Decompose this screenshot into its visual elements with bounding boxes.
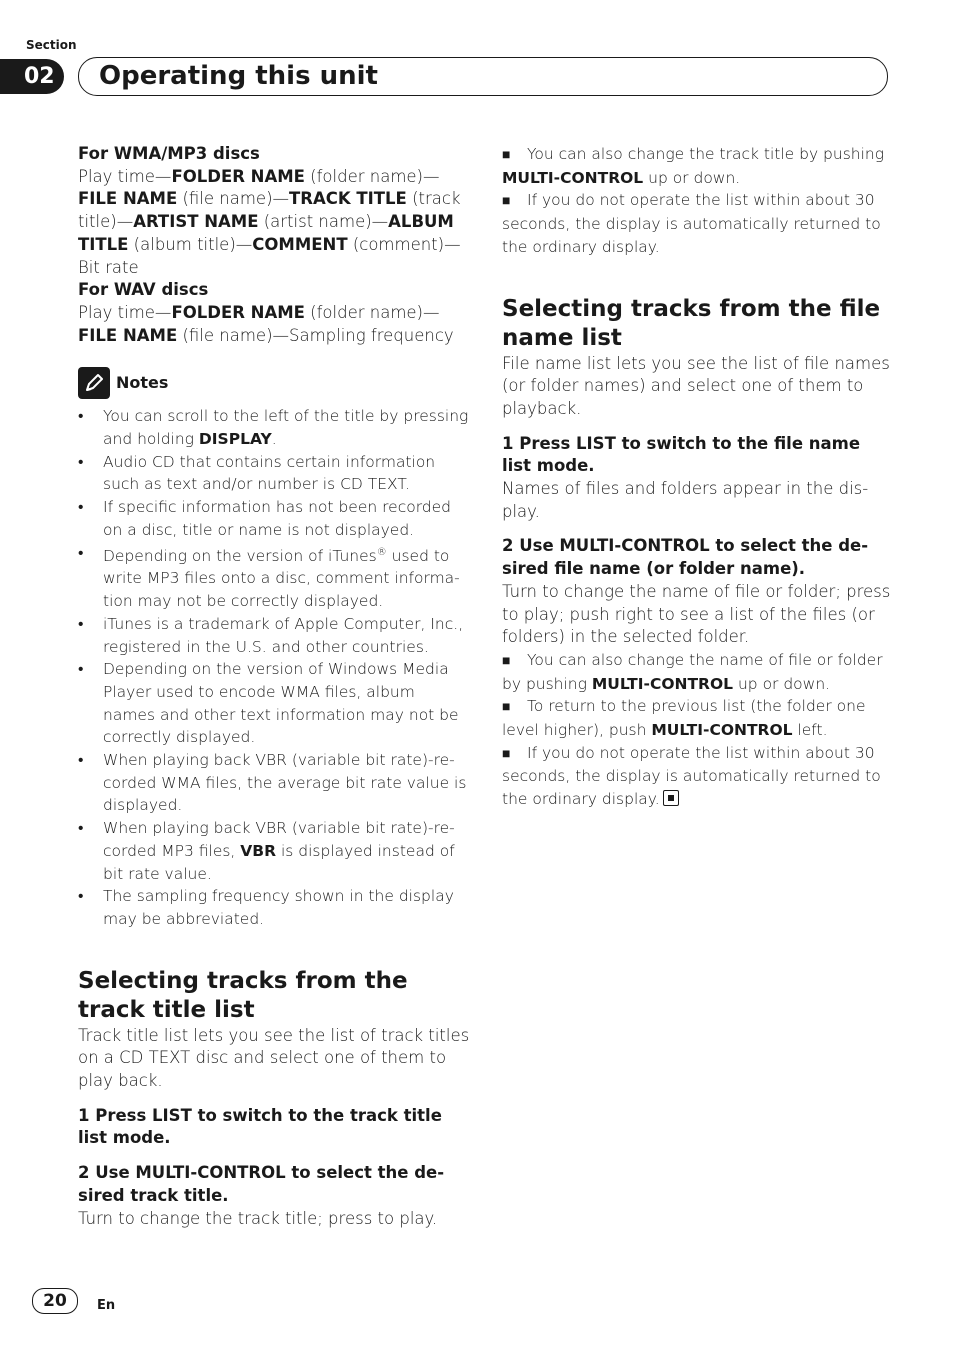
- list-item: [78, 542, 470, 613]
- list-item: • The sampling frequency shown in the display may be abbreviated.: [78, 885, 470, 930]
- step-1: 1 Press LIST to switch to the track title list mode.: [78, 1105, 442, 1148]
- text: FOLDER NAME: [171, 166, 305, 186]
- text: (folder name)—: [304, 166, 440, 186]
- square-bullet-icon: ■: [502, 745, 511, 762]
- step-2: 2 Use MULTI-CONTROL to select the de-sired track title.: [78, 1163, 445, 1205]
- text: You can also change the name of file or folder by pushing: [502, 650, 883, 693]
- list-item: [78, 817, 470, 885]
- file-name-list-heading: Selecting tracks from the file name list: [502, 295, 881, 351]
- text: COMMENT: [252, 234, 348, 254]
- list-item: • If specific information has not been recorded on a disc, title or name is not displayed.: [78, 496, 470, 541]
- list-item: [502, 649, 894, 695]
- wav-display-list: [78, 302, 470, 347]
- track-title-list-heading: Selecting tracks from the track title list: [78, 967, 408, 1023]
- text: (folder name)—: [304, 302, 440, 322]
- text: You can also change the track title by pushing: [527, 145, 885, 163]
- text: Play time—: [78, 166, 172, 186]
- notes-label: Notes: [116, 372, 169, 392]
- text: MULTI-CONTROL: [502, 168, 644, 187]
- step-1: 1 Press LIST to switch to the file name list mode.: [502, 433, 861, 476]
- text: (file name)—: [177, 189, 290, 209]
- text: When playing back VBR (variable bit rate)-re-corded MP3 files,: [103, 819, 455, 860]
- text: You can scroll to the left of the title by pressing and holding: [103, 407, 469, 449]
- text: FILE NAME: [78, 325, 178, 345]
- list-item: [78, 405, 470, 450]
- step-2: 2 Use MULTI-CONTROL to select the de-sired file name (or folder name).: [502, 536, 869, 579]
- text: (artist name)—: [258, 212, 389, 232]
- square-bullet-icon: ■: [502, 147, 511, 163]
- list-item: [502, 742, 894, 811]
- text: TRACK TITLE: [289, 189, 407, 209]
- wma-heading: For WMA/MP3 discs: [78, 144, 260, 163]
- list-item: [502, 695, 894, 741]
- notes-header: [78, 367, 470, 399]
- pencil-icon: [78, 367, 110, 399]
- text: VBR: [240, 841, 277, 860]
- text: used to write MP3 files onto a disc, comment informa-tion may not be correctly displayed.: [103, 546, 460, 611]
- list-item: • iTunes is a trademark of Apple Computer, Inc., registered in the U.S. and other countries.: [78, 613, 470, 658]
- square-bullet-icon: ■: [502, 652, 511, 669]
- title-bar: [78, 57, 888, 96]
- page-number: 20: [32, 1288, 78, 1314]
- text: (file name)—Sampling frequency: [177, 325, 454, 345]
- step-2-body: Turn to change the track title; press to play.: [78, 1208, 438, 1228]
- text: left.: [792, 721, 828, 740]
- text: (comment)—Bit rate: [78, 234, 461, 277]
- square-bullet-icon: ■: [502, 699, 511, 716]
- text: If you do not operate the list within about 30 seconds, the display is automatically returned to the ordinary display.: [502, 191, 881, 256]
- square-bullet-icon: ■: [502, 193, 511, 210]
- text: (track title)—: [78, 189, 461, 232]
- registered-mark: ®: [376, 546, 387, 558]
- step-1-body: Names of files and folders appear in the dis-play.: [502, 479, 869, 521]
- text: MULTI-CONTROL: [591, 674, 734, 693]
- text: MULTI-CONTROL: [651, 721, 793, 740]
- left-column: [78, 143, 470, 1230]
- section-number-badge: 02: [0, 59, 64, 94]
- page-title: Operating this unit: [99, 61, 378, 91]
- list-item: • When playing back VBR (variable bit rate)-re-corded WMA files, the average bit rate value is displayed.: [78, 749, 470, 817]
- file-name-list-intro: File name list lets you see the list of file names (or folder names) and select one of them to playback.: [502, 353, 890, 418]
- end-mark-icon: [663, 790, 679, 806]
- notes-list: [78, 405, 470, 930]
- text: If you do not operate the list within about 30 seconds, the display is automatically returned to the ordinary display.: [502, 743, 881, 809]
- text: ARTIST NAME: [133, 212, 259, 232]
- text: ALBUM TITLE: [78, 212, 454, 254]
- text: is displayed instead of bit rate value.: [103, 841, 455, 883]
- section-label: Section: [26, 38, 77, 52]
- track-title-list-intro: Track title list lets you see the list of track titles on a CD TEXT disc and select one of them to play back.: [78, 1025, 470, 1091]
- step-2-body: Turn to change the name of file or folder; press to play; push right to see a list of the files (or folders) in the selected folder.: [502, 581, 891, 647]
- list-item: [502, 189, 894, 258]
- text: (album title)—: [128, 234, 253, 254]
- text: To return to the previous list (the folder one level higher), push: [502, 697, 866, 740]
- right-column: [502, 143, 894, 811]
- text: FILE NAME: [78, 189, 178, 209]
- text: FOLDER NAME: [171, 302, 305, 322]
- list-item: [502, 143, 894, 189]
- wav-heading: For WAV discs: [78, 280, 209, 300]
- text: Play time—: [78, 302, 172, 322]
- text: up or down.: [643, 168, 741, 187]
- text: Depending on the version of iTunes: [103, 546, 377, 565]
- list-item: • Audio CD that contains certain information such as text and/or number is CD TEXT.: [78, 451, 470, 496]
- language-label: En: [97, 1298, 116, 1313]
- list-item: • Depending on the version of Windows Media Player used to encode WMA files, album names and other text information may not be correctly displayed.: [78, 658, 470, 749]
- text: DISPLAY: [198, 430, 272, 449]
- text: .: [271, 430, 277, 449]
- text: up or down.: [733, 674, 831, 693]
- wma-display-list: [78, 166, 470, 280]
